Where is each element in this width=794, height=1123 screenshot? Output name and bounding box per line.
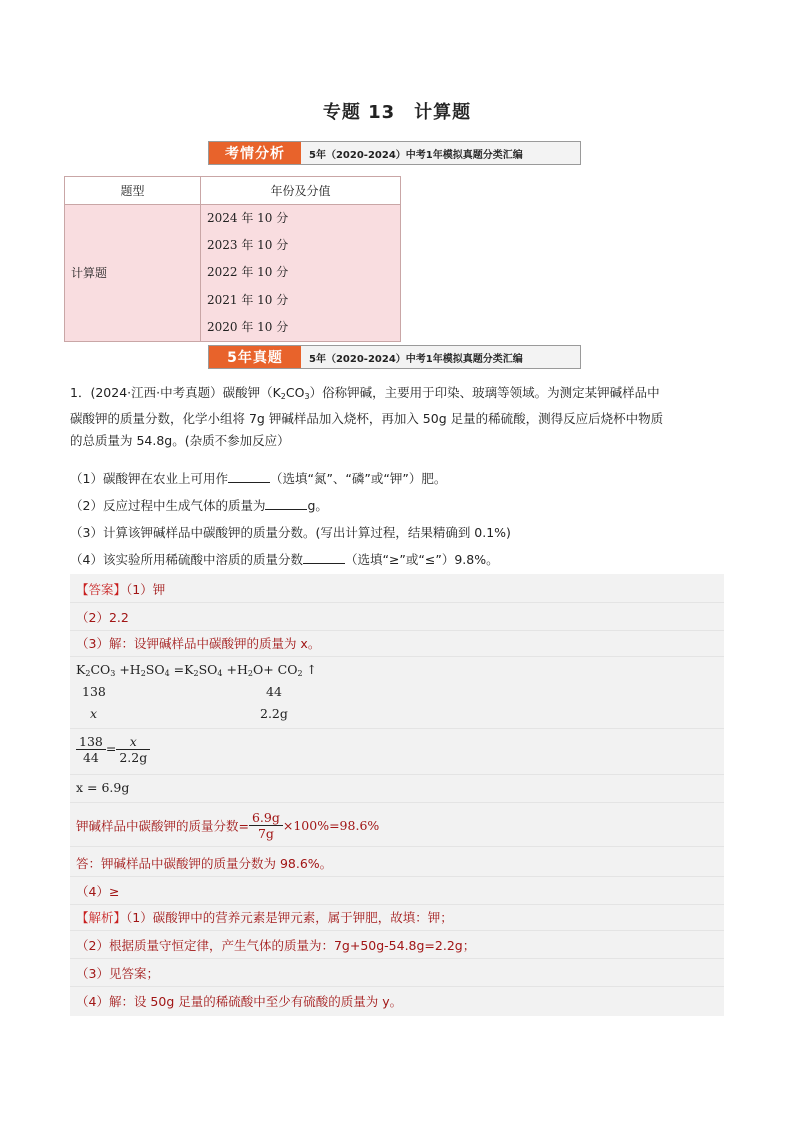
sub-question-1: （1）碳酸钾在农业上可用作 （选填“氮”、“磷”或“钾”）肥。 — [70, 471, 447, 486]
answer-conclusion: 答：钾碱样品中碳酸钾的质量分数为 98.6%。 — [76, 856, 333, 871]
year-item: 2023 年 10 分 — [207, 238, 289, 253]
result-x: x = 6.9g — [76, 780, 130, 795]
year-item: 2024 年 10 分 — [207, 211, 289, 225]
years-cell — [201, 205, 401, 342]
fraction-right: $\frac{x}{2.2g}$ — [116, 734, 150, 765]
fraction-percentage: $\frac{6.9g}{7g}$ — [249, 810, 283, 841]
analysis-1: 【解析】（1）碳酸钾中的营养元素是钾元素，属于钾肥，故填：钾； — [76, 910, 453, 925]
gas-mass: 2.2g — [260, 706, 288, 721]
year-item: 2020 年 10 分 — [207, 319, 289, 334]
molar-mass-k2co3: 138 — [82, 684, 106, 699]
unknown-x: x — [90, 706, 98, 721]
question-line: 碳酸钾的质量分数，化学小组将 7g 钾碱样品加入烧杯，再加入 50g 足量的稀硫酸，测得反应后烧杯中物质 — [70, 411, 664, 426]
year-item: 2022 年 10 分 — [207, 265, 289, 280]
real-exam-banner — [208, 345, 581, 369]
sub-question-2: （2）反应过程中生成气体的质量为 g。 — [70, 498, 328, 513]
analysis-2: （2）根据质量守恒定律，产生气体的质量为：7g+50g-54.8g=2.2g； — [76, 938, 476, 953]
answer-4: （4）≥ — [76, 884, 120, 899]
exam-info-table — [64, 176, 401, 342]
answer-2: （2）2.2 — [76, 610, 129, 625]
molar-mass-co2: 44 — [266, 684, 282, 699]
answer-blank[interactable] — [228, 469, 270, 483]
sub-questions — [70, 468, 726, 571]
header-years: 年份及分值 — [201, 177, 401, 205]
percentage-calculation: 钾碱样品中碳酸钾的质量分数= $\frac{6.9g}{7g}$ ×100%=98.6% — [76, 810, 380, 841]
banner-tag: 5年真题 — [209, 346, 301, 368]
question-line: 1．(2024·江西·中考真题）碳酸钾$(K_2CO_3)$俗称钾碱，主要用于印染、玻璃等领域。为测定某钾碱样品中 — [70, 385, 660, 401]
proportion: $\frac{138}{44}$ = $\frac{x}{2.2g}$ — [76, 734, 150, 765]
fraction-left: $\frac{138}{44}$ — [76, 734, 106, 765]
question-stem — [70, 382, 726, 452]
analysis-banner — [208, 141, 581, 165]
answer-blank[interactable] — [303, 550, 345, 564]
answer-3: （3）解：设钾碱样品中碳酸钾的质量为 x。 — [76, 636, 321, 651]
question-type-cell: 计算题 — [65, 205, 201, 342]
banner-desc: 5年（2020-2024）中考1年模拟真题分类汇编 — [309, 353, 523, 365]
year-item: 2021 年 10 分 — [207, 292, 289, 307]
analysis-3: （3）见答案； — [76, 966, 159, 981]
banner-desc: 5年（2020-2024）中考1年模拟真题分类汇编 — [309, 149, 523, 161]
sub-question-4: （4）该实验所用稀硫酸中溶质的质量分数 （选填“≥”或“≤”）9.8%。 — [70, 552, 499, 567]
sub-question-3: （3）计算该钾碱样品中碳酸钾的质量分数。(写出计算过程，结果精确到 0.1%) — [70, 525, 511, 540]
page-title: 专题 13 计算题 — [322, 102, 472, 123]
chemical-equation: $K_2CO_3 +H_2SO_4 =K_2SO_4 +H_2O+ CO_2$ ↑ — [76, 662, 318, 678]
analysis-4: （4）解：设 50g 足量的稀硫酸中至少有硫酸的质量为 y。 — [76, 994, 403, 1009]
answer-1: 【答案】（1）钾 — [76, 582, 166, 597]
answer-blank[interactable] — [265, 496, 307, 510]
answer-section — [70, 574, 724, 1016]
header-type: 题型 — [65, 177, 201, 205]
question-line: 的总质量为 54.8g。(杂质不参加反应） — [70, 433, 290, 448]
banner-tag: 考情分析 — [209, 142, 301, 164]
